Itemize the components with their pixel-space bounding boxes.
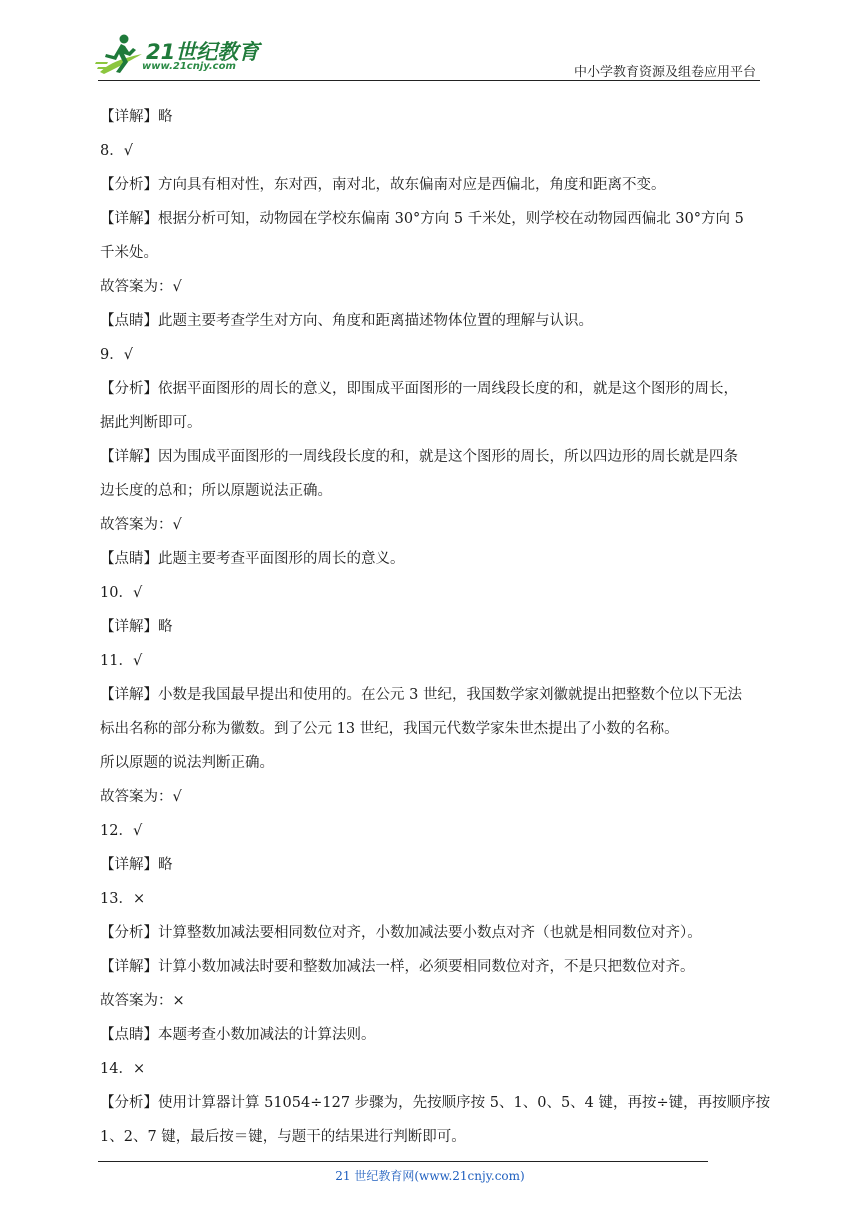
footer-divider [98, 1161, 708, 1162]
text-line: 【详解】略 [100, 109, 173, 125]
text-line: 千米处。 [100, 245, 158, 261]
text-line: 【详解】根据分析可知，动物园在学校东偏南 30°方向 5 千米处，则学校在动物园西偏北 30°方向 5 [100, 211, 744, 227]
text-line: 【详解】小数是我国最早提出和使用的。在公元 3 世纪，我国数学家刘徽就提出把整数个位以下无法 [100, 687, 742, 703]
text-line: 【分析】计算整数加减法要相同数位对齐，小数加减法要小数点对齐（也就是相同数位对齐）。 [100, 925, 702, 941]
text-line: 标出名称的部分称为徽数。到了公元 13 世纪，我国元代数学家朱世杰提出了小数的名称。 [100, 721, 679, 737]
question-number: 8．√ [100, 143, 133, 159]
question-number: 14．× [100, 1061, 146, 1077]
text-line: 【分析】使用计算器计算 51054÷127 步骤为，先按顺序按 5、1、0、5、4 键，再按÷键，再按顺序按 [100, 1095, 771, 1111]
text-line: 故答案为：√ [100, 279, 182, 295]
runner-logo-icon [94, 32, 146, 78]
text-line: 边长度的总和；所以原题说法正确。 [100, 483, 332, 499]
footer-link[interactable]: 21 世纪教育网(www.21cnjy.com) [335, 1169, 525, 1183]
question-number: 10．√ [100, 585, 143, 601]
text-line: 【详解】因为围成平面图形的一周线段长度的和，就是这个图形的周长，所以四边形的周长就是四条 [100, 449, 738, 465]
question-number: 11．√ [100, 653, 143, 669]
site-logo [94, 32, 264, 78]
text-line: 故答案为：√ [100, 517, 182, 533]
text-line: 所以原题的说法判断正确。 [100, 755, 274, 771]
text-line: 1、2、7 键，最后按＝键，与题干的结果进行判断即可。 [100, 1129, 466, 1145]
text-line: 【详解】略 [100, 619, 173, 635]
question-number: 9．√ [100, 347, 133, 363]
text-line: 【点睛】本题考查小数加减法的计算法则。 [100, 1027, 376, 1043]
text-line: 【详解】计算小数加减法时要和整数加减法一样，必须要相同数位对齐，不是只把数位对齐。 [100, 959, 695, 975]
text-line: 故答案为：× [100, 993, 185, 1009]
question-number: 13．× [100, 891, 146, 907]
header-divider [98, 80, 760, 81]
platform-title: 中小学教育资源及组卷应用平台 [573, 65, 756, 80]
text-line: 【点睛】此题主要考查学生对方向、角度和距离描述物体位置的理解与认识。 [100, 313, 593, 329]
text-line: 据此判断即可。 [100, 415, 202, 431]
answer-content [100, 100, 771, 1154]
text-line: 【点睛】此题主要考查平面图形的周长的意义。 [100, 551, 405, 567]
page-header [0, 0, 860, 90]
text-line: 【详解】略 [100, 857, 173, 873]
logo-url: www.21cnjy.com [142, 61, 236, 72]
text-line: 【分析】依据平面图形的周长的意义，即围成平面图形的一周线段长度的和，就是这个图形的周长， [100, 381, 738, 397]
logo-text: 21世纪教育 [146, 40, 260, 64]
question-number: 12．√ [100, 823, 143, 839]
text-line: 【分析】方向具有相对性，东对西，南对北，故东偏南对应是西偏北，角度和距离不变。 [100, 177, 666, 193]
text-line: 故答案为：√ [100, 789, 182, 805]
